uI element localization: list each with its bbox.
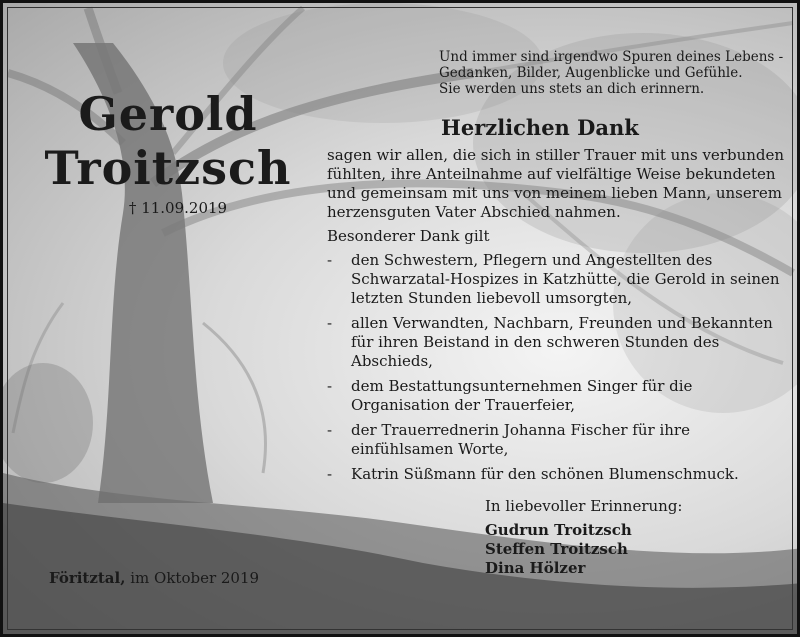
thanks-body xyxy=(327,146,784,490)
deceased-first-name: Gerold xyxy=(78,87,258,141)
list-dash: - xyxy=(327,314,333,332)
thanks-item-line: Katrin Süßmann für den schönen Blumenschmuck. xyxy=(351,465,739,483)
thanks-item-line: dem Bestattungsunternehmen Singer für die xyxy=(351,377,693,395)
thanks-item-line: Schwarzatal-Hospizes in Katzhütte, die Gerold in seinen xyxy=(351,270,780,288)
special-thanks-label: Besonderer Dank gilt xyxy=(327,227,490,245)
memorial-quote xyxy=(439,49,783,97)
deceased-last-name: Troitzsch xyxy=(44,141,292,195)
thanks-heading: Herzlichen Dank xyxy=(441,115,639,140)
quote-line: Sie werden uns stets an dich erinnern. xyxy=(439,81,705,97)
quote-line: Gedanken, Bilder, Augenblicke und Gefühle. xyxy=(439,65,743,81)
thanks-item-line: für ihren Beistand in den schweren Stunden des xyxy=(351,333,720,351)
thanks-item-line: den Schwestern, Pflegern und Angestellten des xyxy=(351,251,713,269)
thanks-item xyxy=(327,421,784,459)
thanks-item-line: allen Verwandten, Nachbarn, Freunden und Bekannten xyxy=(351,314,773,332)
closing-line: In liebevoller Erinnerung: xyxy=(485,497,683,515)
thanks-item-line: der Trauerrednerin Johanna Fischer für ihre xyxy=(351,421,690,439)
thanks-item xyxy=(327,377,784,415)
list-dash: - xyxy=(327,251,333,269)
thanks-item xyxy=(327,465,784,484)
thanks-item-line: Organisation der Trauerfeier, xyxy=(351,396,576,414)
list-dash: - xyxy=(327,421,333,439)
intro-line: sagen wir allen, die sich in stiller Trauer mit uns verbunden xyxy=(327,146,785,164)
thanks-item xyxy=(327,314,784,371)
death-date: † 11.09.2019 xyxy=(128,199,228,217)
signer-name: Dina Hölzer xyxy=(485,559,586,577)
thanks-item-line: letzten Stunden liebevoll umsorgten, xyxy=(351,289,633,307)
signer-name: Gudrun Troitzsch xyxy=(485,521,632,539)
thanks-list xyxy=(327,251,784,484)
thanks-item xyxy=(327,251,784,308)
place-and-date xyxy=(49,569,259,587)
intro-line: und gemeinsam mit uns von meinem lieben Mann, unserem xyxy=(327,184,783,202)
signers xyxy=(485,521,632,578)
thanks-item-line: einfühlsamen Worte, xyxy=(351,440,509,458)
intro-line: herzensguten Vater Abschied nahmen. xyxy=(327,203,621,221)
list-dash: - xyxy=(327,465,333,483)
quote-line: Und immer sind irgendwo Spuren deines Lebens - xyxy=(439,49,784,65)
thanks-item-line: Abschieds, xyxy=(351,352,433,370)
place-town: Föritztal, xyxy=(49,569,126,587)
place-date: im Oktober 2019 xyxy=(130,569,260,587)
intro-line: fühlten, ihre Anteilnahme auf vielfältige Weise bekundeten xyxy=(327,165,776,183)
list-dash: - xyxy=(327,377,333,395)
signer-name: Steffen Troitzsch xyxy=(485,540,628,558)
